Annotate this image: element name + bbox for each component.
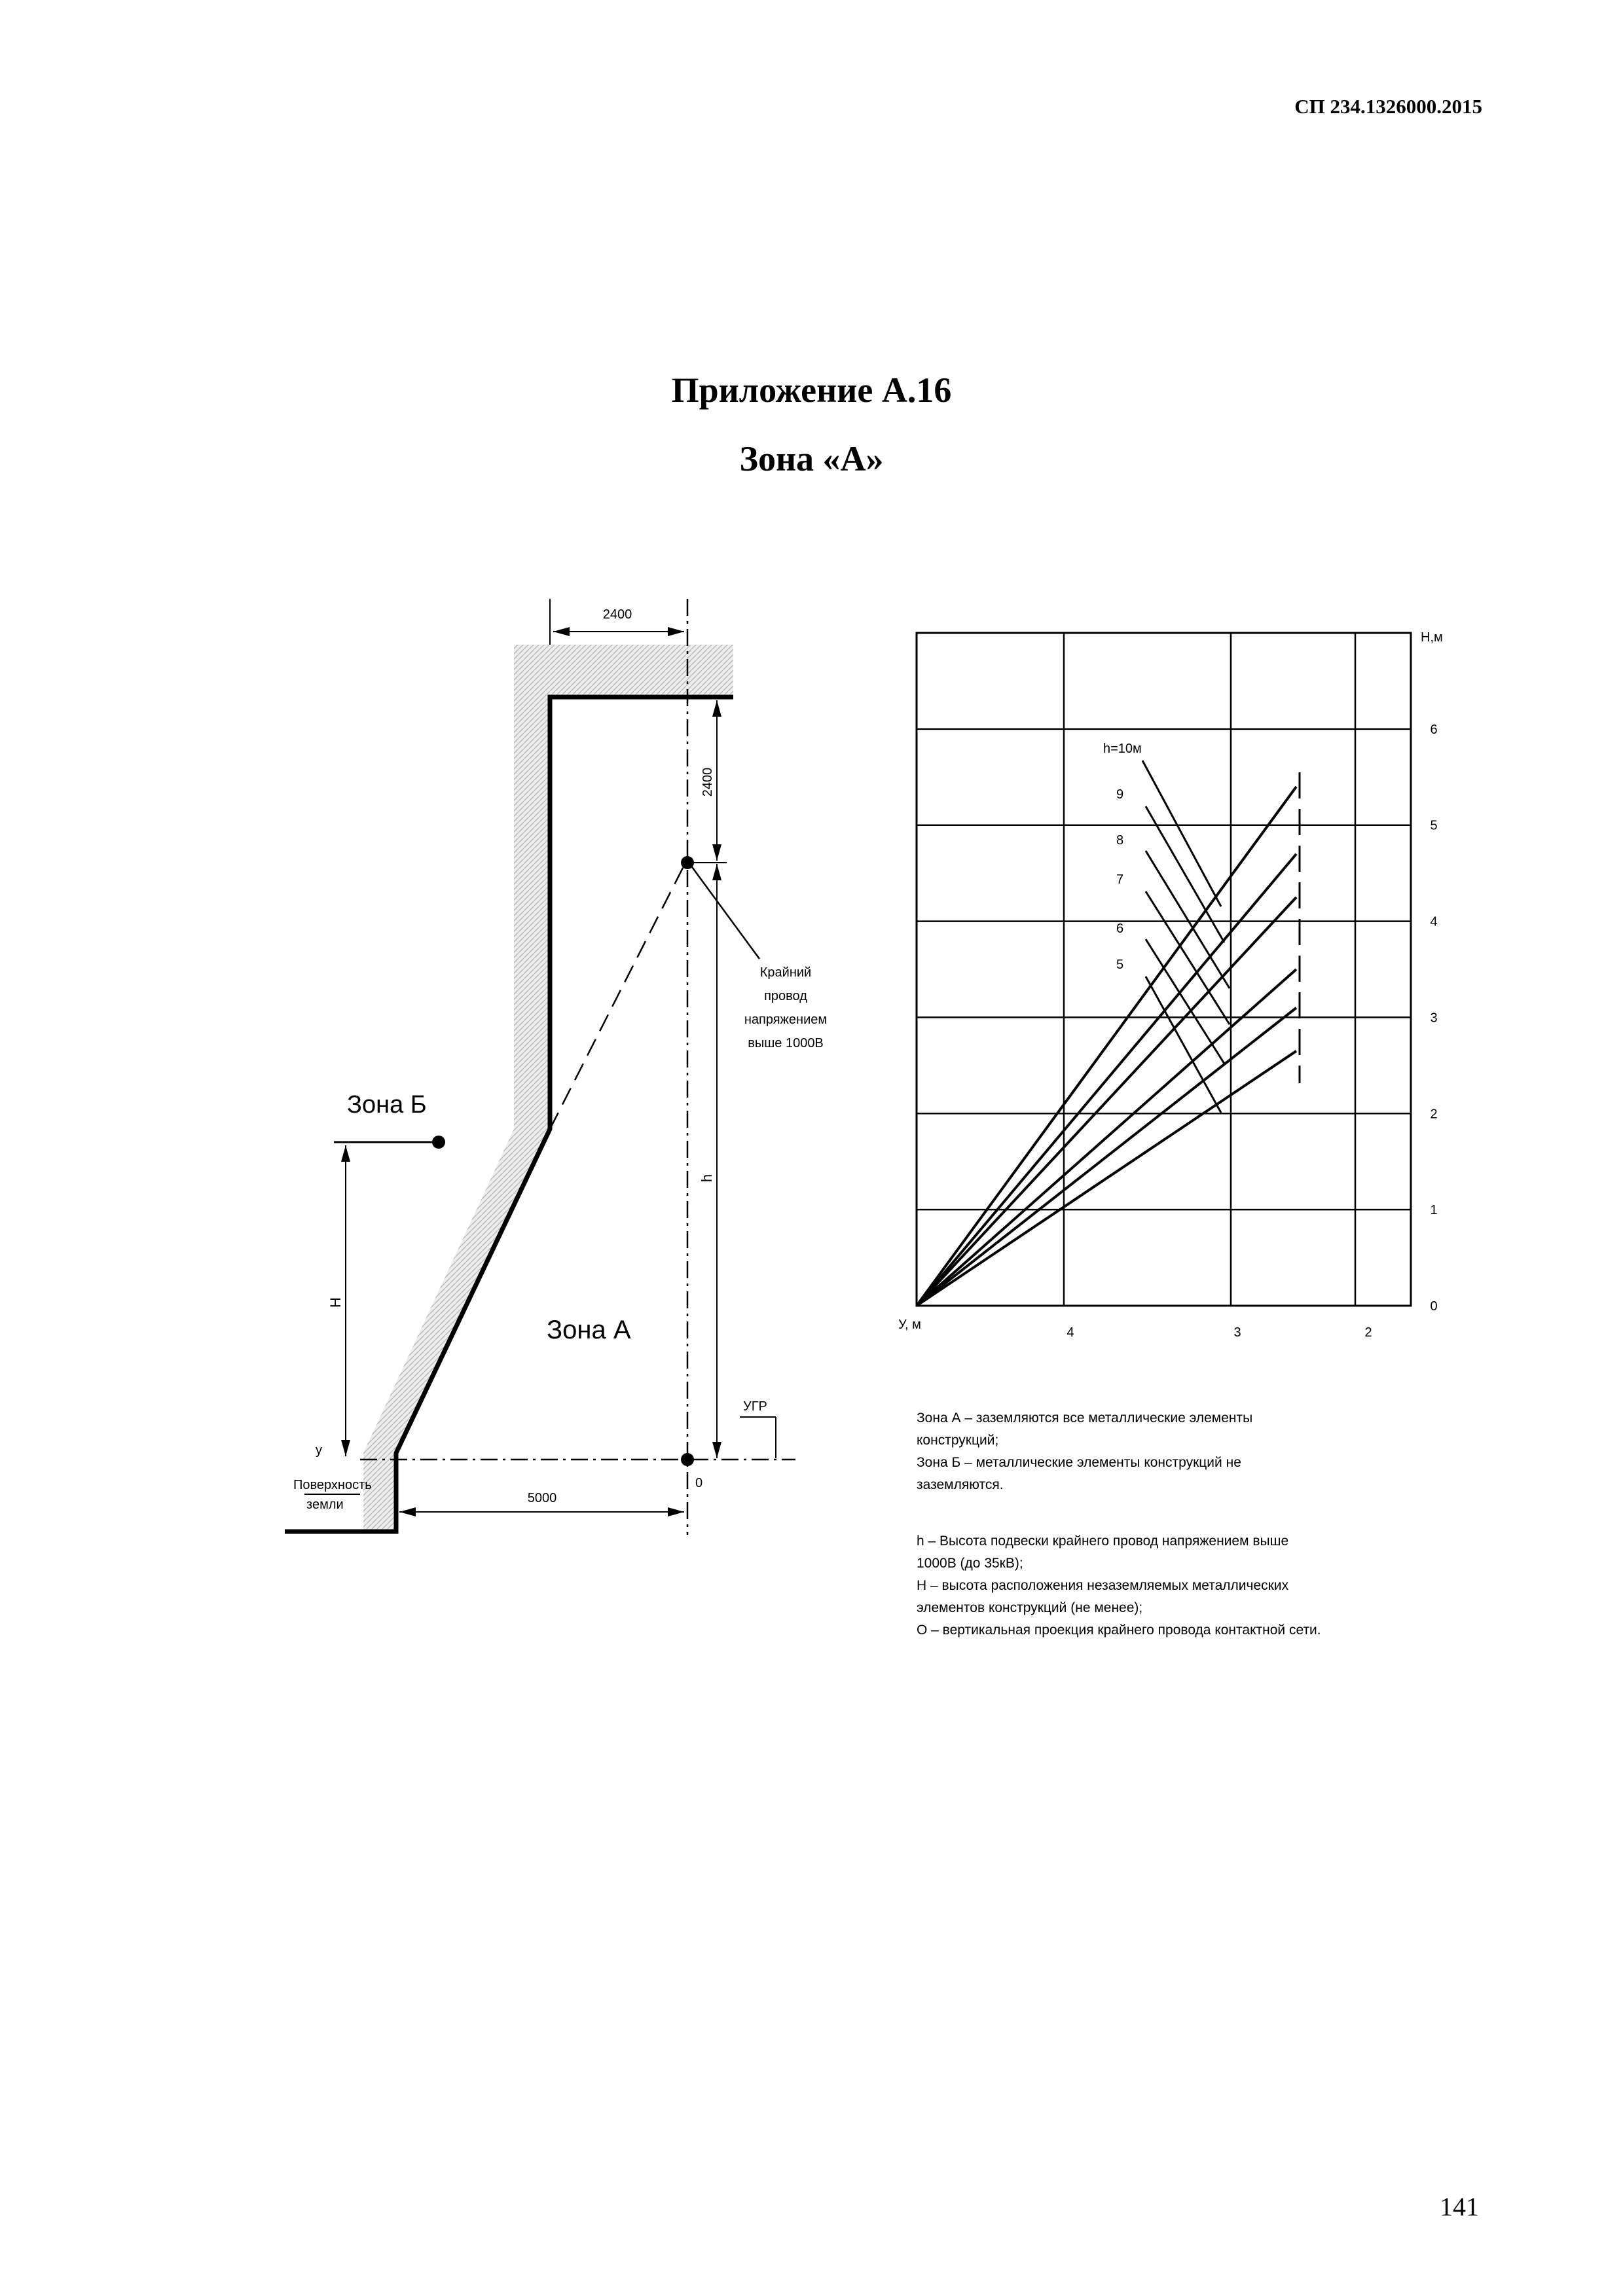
dim-top-label: 2400 xyxy=(602,607,632,622)
dim-bottom-label: 5000 xyxy=(527,1491,557,1505)
document-code: СП 234.1326000.2015 xyxy=(1294,95,1482,118)
dim-vertical-label: 2400 xyxy=(701,767,715,797)
series-line xyxy=(917,1008,1296,1306)
zone-b-label: Зона Б xyxy=(347,1091,427,1119)
wire-label-2: провод xyxy=(764,989,807,1003)
y-tick-label: 5 xyxy=(1430,818,1438,833)
y-tick-label: 4 xyxy=(1430,914,1438,929)
ground-label-1: Поверхность xyxy=(293,1478,372,1492)
x-tick-label: 2 xyxy=(1364,1325,1372,1340)
h-label: h xyxy=(699,1174,715,1183)
note-O: О – вертикальная проекция крайнего провода контактной сети. xyxy=(917,1623,1321,1638)
x-tick-label: 4 xyxy=(1067,1325,1074,1340)
note-zone-a: Зона А – заземляются все металлические элементы конструкций; xyxy=(917,1410,1253,1448)
curve-label: 7 xyxy=(1116,872,1124,887)
curve-label: 8 xyxy=(1116,833,1124,848)
series-line xyxy=(917,897,1296,1306)
ugr-label: УГР xyxy=(743,1399,767,1414)
note-zone-b: Зона Б – металлические элементы конструкций не заземляются. xyxy=(917,1455,1241,1492)
curve-leader xyxy=(1142,761,1221,906)
series-line xyxy=(917,969,1296,1306)
y-tick-label: 3 xyxy=(1430,1011,1438,1026)
curve-label: 5 xyxy=(1116,958,1124,972)
y-label: у xyxy=(316,1443,322,1458)
series-line xyxy=(917,787,1296,1306)
curve-label: 9 xyxy=(1116,787,1124,802)
note-h: h – Высота подвески крайнего провод напряжением выше 1000В (до 35кВ); xyxy=(917,1534,1289,1571)
zero-label: 0 xyxy=(695,1476,703,1490)
y-tick-label: 6 xyxy=(1430,722,1438,737)
curve-label: 6 xyxy=(1116,922,1124,936)
y-tick-label: 2 xyxy=(1430,1107,1438,1122)
page-number: 141 xyxy=(1440,2192,1479,2221)
ground-label-2: земли xyxy=(306,1498,344,1512)
zone-a-label: Зона А xyxy=(547,1316,631,1344)
y-tick-label: 1 xyxy=(1430,1203,1438,1218)
legend-notes xyxy=(917,1407,1322,1641)
note-H: Н – высота расположения незаземляемых металлических элементов конструкций (не менее); xyxy=(917,1578,1289,1615)
appendix-title: Приложение А.16 xyxy=(671,370,952,410)
chart-xlabel: У, м xyxy=(898,1318,921,1332)
y-tick-label: 0 xyxy=(1430,1299,1438,1314)
curve-leader xyxy=(1146,851,1230,988)
wire-label-1: Крайний xyxy=(759,965,812,980)
wire-label-4: выше 1000В xyxy=(748,1036,824,1050)
series-line xyxy=(917,1051,1296,1306)
x-tick-label: 3 xyxy=(1233,1325,1241,1340)
zone-title: Зона «А» xyxy=(739,439,884,478)
chart-ylabel: H,м xyxy=(1421,630,1443,645)
H-label: H xyxy=(327,1297,344,1308)
curve-label: h=10м xyxy=(1103,742,1142,756)
wire-label-3: напряжением xyxy=(744,1013,828,1027)
